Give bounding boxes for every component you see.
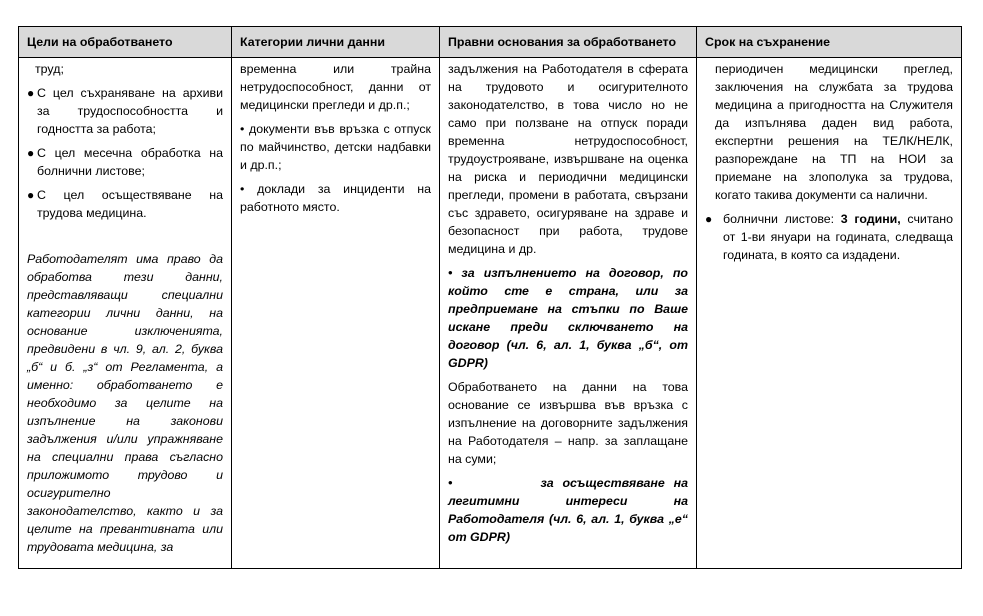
bullet-icon: ● [705,212,713,226]
purposes-continuation: труд; [35,62,64,76]
bullet-icon: ● [27,146,35,160]
cell-categories [232,58,440,569]
list-item-contract-basis: • за изпълнението на договор, по който сте е страна, или за предприемане на стъпки по Ваше искане преди сключването на договор (чл. 6, ал. 1, буква „б“, от GDPR) [448,266,688,370]
retention-period: 3 години, [840,212,901,226]
list-item-legitimate-interest: • за осъществяване на легитимни интереси на Работодателя (чл. 6, ал. 1, буква „е“ от GDPR) [448,476,688,544]
header-legal-bases: Правни основания за обработването [440,27,697,58]
header-categories: Категории лични данни [232,27,440,58]
list-item: • доклади за инциденти на работното място. [240,182,431,214]
list-item: • документи във връзка с отпуск по майчинство, детски надбавки и др.п.; [240,122,431,172]
legal-bases-continuation: задължения на Работодателя в сферата на трудовото и осигурителното законодателство, в това число но не само при ползване на отпуск поради временна нетрудоспособност, трудоустрояване, извършване на оценка на риска и периодични медицински прегледи, промени в работата, свързани със здравето, осигуряване на здраве и безопасност при работа, трудове медицина и др. [448,62,688,256]
bullet-icon: • [448,266,453,280]
table-header-row [19,27,962,58]
bullet-icon: ● [27,86,35,100]
bullet-icon: ● [27,188,35,202]
cell-retention [697,58,962,569]
header-retention: Срок на съхранение [697,27,962,58]
list-item: ● С цел месечна обработка на болнични листове; [27,146,223,178]
purposes-legal-note: Работодателят има право да обработва тези данни, представляващи специални категории лични данни, на основание изключенията, предвидени в чл. 9, ал. 2, буква „б“ и б. „з“ от Регламента, а именно: обработването е необходимо за целите на изпълнение на законови задължения и/или упражняване на специални права съгласно приложимото трудово и осигурително законодателство, както и за целите на превантивната или трудовата медицина, за [27,252,223,554]
cell-purposes [19,58,232,569]
header-purposes: Цели на обработването [19,27,232,58]
categories-continuation: временна или трайна нетрудоспособност, данни от медицински прегледи и др.п.; [240,62,431,112]
data-processing-table [18,26,962,569]
table-row [19,58,962,569]
list-item: ● С цел осъществяване на трудова медицина. [27,188,223,220]
spacer [27,228,223,250]
cell-legal-bases [440,58,697,569]
list-item: ● С цел съхраняване на архиви за трудоспособността и годността за работа; [27,86,223,136]
contract-explanation: Обработването на данни на това основание се извършва във връзка с изпълнение на договорните задължения на Работодателя – напр. за заплащане на суми; [448,380,688,466]
bullet-icon: • [240,122,245,136]
retention-continuation: периодичен медицински преглед, заключения на службата за трудова медицина а пригодността на Служителя да изпълнява даден вид работа, експертни решения на ТЕЛК/НЕЛК, разпореждане на ТП на НОИ за приемане на злополука за трудова, когато такива документи са налични. [715,62,953,202]
bullet-icon: • [240,182,245,196]
list-item: ● болнични листове: 3 години, считано от 1-ви януари на годината, следваща годината, в която са издадени. [705,212,953,262]
bullet-icon: • [448,476,453,490]
